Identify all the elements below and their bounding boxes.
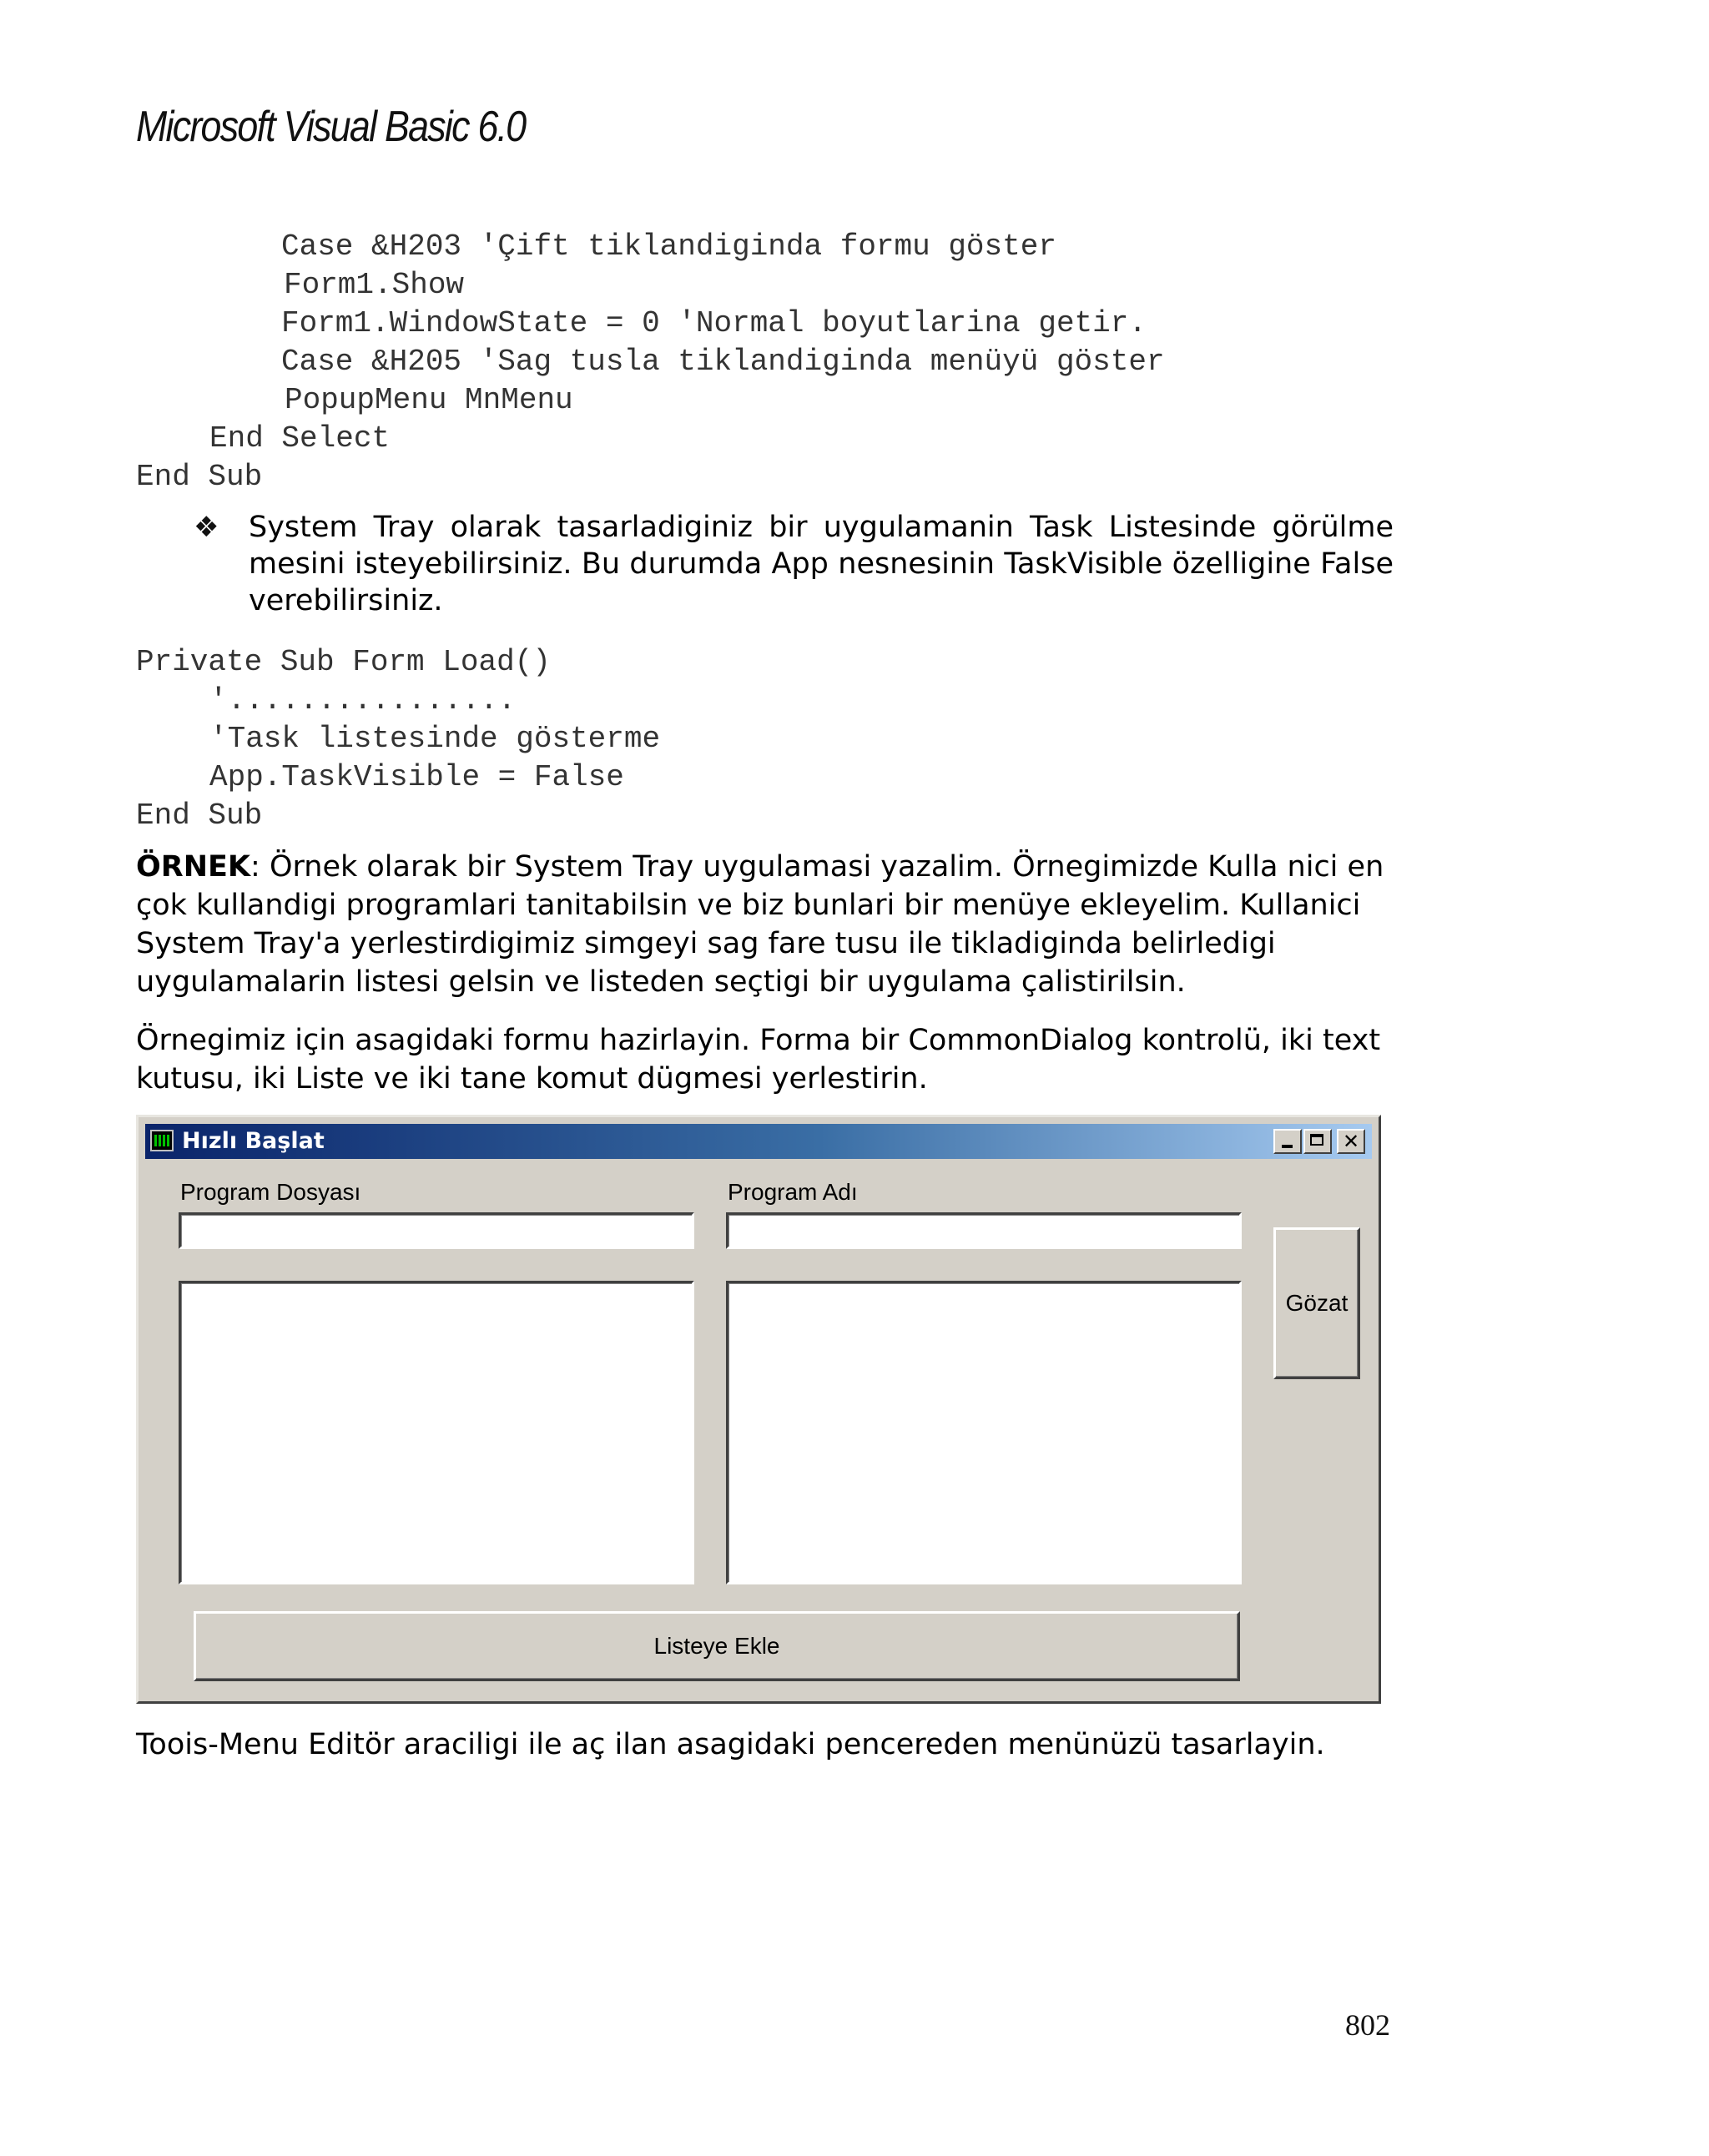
program-name-label: Program Adı xyxy=(728,1179,858,1205)
form-window xyxy=(136,1115,1381,1704)
example-paragraph xyxy=(136,848,1404,1001)
code-line: Form1.WindowState = 0 'Normal boyutlarina getir. xyxy=(281,306,1147,340)
code-line: '................ xyxy=(209,683,517,718)
code-line: End Sub xyxy=(136,460,263,494)
example-label: ÖRNEK xyxy=(136,850,251,884)
app-icon xyxy=(150,1130,174,1151)
example-text: : Örnek olarak bir System Tray uygulamasi yazalim. Örnegimizde Kulla nici en çok kullandigi programlari tanitabilsin ve biz bunlari bir menüye ekleyelim. Kullanici System Tray'a yerlestirdigimiz simgeyi sag fare tusu ile tikladiginda belirledigi uygulamalarin listesi gelsin ve listeden seçtigi bir uygulama çalistirilsin. xyxy=(136,850,1384,999)
minimize-button[interactable] xyxy=(1273,1129,1302,1154)
code-line: App.TaskVisible = False xyxy=(209,760,624,794)
add-to-list-button[interactable]: Listeye Ekle xyxy=(194,1611,1240,1681)
code-line: End Select xyxy=(209,421,391,456)
code-line: Private Sub Form Load() xyxy=(136,645,551,679)
running-header-title: Microsoft Visual Basic 6.0 xyxy=(136,103,526,151)
code-line: Form1.Show xyxy=(284,268,465,302)
bullet-text: System Tray olarak tasarladiginiz bir uygulamanin Task Listesinde görülme mesini isteyebilirsiniz. Bu durumda App nesnesinin TaskVisible özelligine False verebilirsiniz. xyxy=(249,511,1394,617)
code-line: Case &H203 'Çift tiklandiginda formu göster xyxy=(281,229,1056,264)
code-line: PopupMenu MnMenu xyxy=(285,383,573,417)
program-file-input[interactable] xyxy=(179,1212,694,1249)
window-titlebar[interactable] xyxy=(145,1124,1372,1159)
close-icon: ✕ xyxy=(1342,1130,1360,1153)
program-name-list[interactable] xyxy=(726,1281,1242,1584)
close-button[interactable] xyxy=(1337,1129,1365,1154)
window-title: Hızlı Başlat xyxy=(182,1128,325,1154)
bullet-diamond-icon: ❖ xyxy=(194,511,219,544)
program-file-list[interactable] xyxy=(179,1281,694,1584)
instruction-paragraph: Örnegimiz için asagidaki formu hazirlayin. Forma bir CommonDialog kontrolü, iki text kutusu, iki Liste ve iki tane komut dügmesi yerlestirin. xyxy=(136,1024,1381,1096)
code-line: 'Task listesinde gösterme xyxy=(209,722,661,756)
program-file-label: Program Dosyası xyxy=(180,1179,361,1205)
page-number: 802 xyxy=(1345,2008,1390,2042)
program-name-input[interactable] xyxy=(726,1212,1242,1249)
code-line: End Sub xyxy=(136,798,263,833)
menu-editor-paragraph: Toois-Menu Editör araciligi ile aç ilan asagidaki pencereden menünüzü tasarlayin. xyxy=(136,1728,1325,1761)
code-line: Case &H205 'Sag tusla tiklandiginda menüyü göster xyxy=(281,345,1165,379)
browse-button[interactable]: Gözat xyxy=(1273,1227,1360,1379)
maximize-button[interactable] xyxy=(1303,1129,1332,1154)
